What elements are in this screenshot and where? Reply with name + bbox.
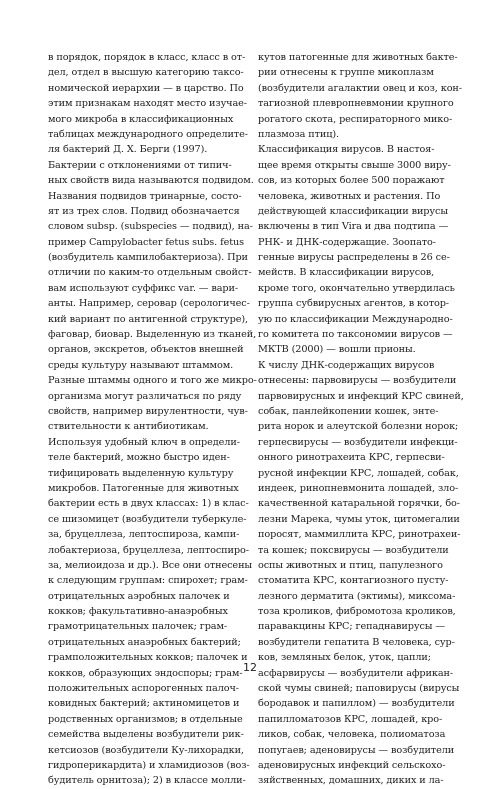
right-line: человека, животных и растения. По [258,190,441,202]
right-line: русной инфекции КРС, лошадей, собак, [258,467,459,479]
left-line: вам используют суффикс var. — вари- [48,282,239,294]
right-line: мейств. В классификации вирусов, [258,267,435,279]
right-line: паравакцины КРС; гепаднавирусы — [258,621,445,633]
right-line: ков, земляных белок, уток, цапли; [258,652,431,664]
left-line: к следующим группам: спирохет; грам- [48,575,248,587]
right-line: зяйственных, домашних, диких и ла- [258,775,444,787]
right-line: тагиозной плевропневмонии крупного [258,98,454,110]
right-line: включены в тип Vira и два подтипа — [258,221,449,233]
left-line: ят из трех слов. Подвид обозначается [48,205,240,217]
right-line: ую по классификации Международно- [258,313,453,325]
left-line: за, мелиоидоза и др.). Все они отнесены [48,559,253,571]
left-line: этим признакам находят место изучае- [48,98,247,110]
right-line: аденовирусных инфекций сельскохо- [258,759,446,771]
left-line: се шизомицет (возбудители туберкуле- [48,513,247,525]
left-line: Названия подвидов тринарные, состо- [48,190,242,202]
right-line: оспы животных и птиц, папулезного [258,559,443,571]
left-line: анты. Например, серовар (серологичес- [48,298,250,310]
left-line: положительных аспорогенных палоч- [48,683,239,695]
right-line: ской чумы свиней; паповирусы (вирусы [258,683,460,695]
left-line: словом subsp. (subspecies — подвид), на- [48,221,253,233]
left-line: тифицировать выделенную культуру [48,467,234,479]
left-line: грамположительных кокков; палочек и [48,652,248,664]
right-line: парвовирусных и инфекций КРС свиней, [258,390,464,402]
left-line: кий вариант по антигенной структуре), [48,313,249,325]
right-line: стоматита КРС, контагиозного пусту- [258,575,449,587]
right-line: кутов патогенные для животных бакте- [258,52,458,63]
right-line: тоза кроликов, фибромотоза кроликов, [258,606,456,618]
left-line: родственных организмов; в отдельные [48,713,243,725]
left-line: кетсиозов (возбудители Ку-лихорадки, [48,744,244,756]
right-line: ликов, собак, человека, полиоматоза [258,729,446,741]
right-line: го комитета по таксономии вирусов — [258,329,453,341]
left-line: организма могут различаться по ряду [48,390,242,402]
left-line: семейства выделены возбудители рик- [48,729,244,741]
right-line: асфарвирусы — возбудители африкан- [258,667,454,679]
left-line: теле бактерий, можно быстро иден- [48,452,230,464]
left-line: бактерии есть в двух классах: 1) в клас- [48,498,249,510]
page-number: 12 [243,661,257,674]
left-line: фаговар, биовар. Выделенную из тканей, [48,329,257,341]
left-line: отрицательных аэробных палочек и [48,590,230,602]
left-column [48,50,257,789]
left-line: ствительности к антибиотикам. [48,421,209,433]
left-line: отрицательных анаэробных бактерий; [48,636,241,648]
left-line: в порядок, порядок в класс, класс в от- [48,52,246,63]
right-line: отнесены: парвовирусы — возбудители [258,375,457,387]
left-line: ковидных бактерий; актиномицетов и [48,698,240,710]
left-line: Бактерии с отклонениями от типич- [48,159,232,171]
left-line: среды культуру называют штаммом. [48,359,234,371]
right-line: щее время открыты свыше 3000 виру- [258,159,451,171]
right-line: плазмоза птиц). [258,128,340,140]
left-line: гидроперикардита) и хламидиозов (воз- [48,759,250,771]
right-line: генные вирусы распределены в 26 се- [258,252,450,264]
right-column [258,50,463,789]
right-line: К числу ДНК-содержащих вирусов [258,359,435,371]
left-line: ля бактерий Д. Х. Берги (1997). [48,144,208,156]
right-line: папилломатозов КРС, лошадей, кро- [258,713,443,725]
right-line: поросят, маммиллита КРС, ринотрахеи- [258,529,461,541]
left-line: отличии по каким-то отдельным свойст- [48,267,252,279]
left-line: кокков, образующих эндоспоры; грам- [48,667,243,679]
right-line: качественной катаральной горячки, бо- [258,498,460,510]
left-line: Используя удобный ключ в определи- [48,436,240,448]
right-line: действующей классификации вирусы [258,205,448,217]
right-line: (возбудители агалактии овец и коз, кон- [258,82,462,94]
right-line: рии отнесены к группе микоплазм [258,67,434,79]
right-line: онного ринотрахеита КРС, герпесви- [258,452,445,464]
left-line: пример Campylobacter fetus subs. fetus [48,236,245,248]
right-line: та кошек; поксвирусы — возбудители [258,544,449,556]
right-line: герпесвирусы — возбудители инфекци- [258,436,458,448]
right-line: собак, панлейкопении кошек, энте- [258,405,439,417]
right-line: группа субвирусных агентов, в котор- [258,298,449,310]
right-line: рита норок и алеутской болезни норок; [258,421,459,433]
left-line: номической иерархии — в царство. По [48,82,244,94]
right-line: МКТВ (2000) — вошли прионы. [258,344,416,356]
right-line: лезного дерматита (эктимы), миксома- [258,590,456,602]
left-line: будитель орнитоза); 2) в классе молли- [48,775,246,787]
left-line: таблицах международного определите- [48,128,248,140]
left-line: грамотрицательных палочек; грам- [48,621,228,633]
left-line: ных свойств вида называются подвидом. [48,175,254,187]
right-line: лезни Марека, чумы уток, цитомегалии [258,513,460,525]
right-line: рогатого скота, респираторного мико- [258,113,453,125]
right-line: РНК- и ДНК-содержащие. Зоопато- [258,236,436,248]
left-line: свойств, например вирулентности, чув- [48,405,248,417]
right-line: попугаев; аденовирусы — возбудители [258,744,455,756]
left-line: дел, отдел в высшую категорию таксо- [48,67,244,79]
left-line: (возбудитель кампилобактериоза). При [48,252,248,264]
left-line: кокков; факультативно-анаэробных [48,606,228,618]
right-line: индеек, ринопневмонита лошадей, зло- [258,482,459,494]
left-line: микробов. Патогенные для животных [48,482,239,494]
left-line: за, бруцеллеза, лептоспироза, кампи- [48,529,240,541]
right-line: Классификация вирусов. В настоя- [258,144,435,156]
left-line: лобактериоза, бруцеллеза, лептоспиро- [48,544,249,556]
left-line: мого микроба в классификационных [48,113,234,125]
right-line: кроме того, окончательно утвердилась [258,282,455,294]
left-line: Разные штаммы одного и того же микро- [48,375,257,387]
right-line: бородавок и папиллом) — возбудители [258,698,455,710]
right-line: сов, из которых более 500 поражают [258,175,445,187]
right-line: возбудители гепатита В человека, сур- [258,636,455,648]
left-line: органов, экскретов, объектов внешней [48,344,244,356]
